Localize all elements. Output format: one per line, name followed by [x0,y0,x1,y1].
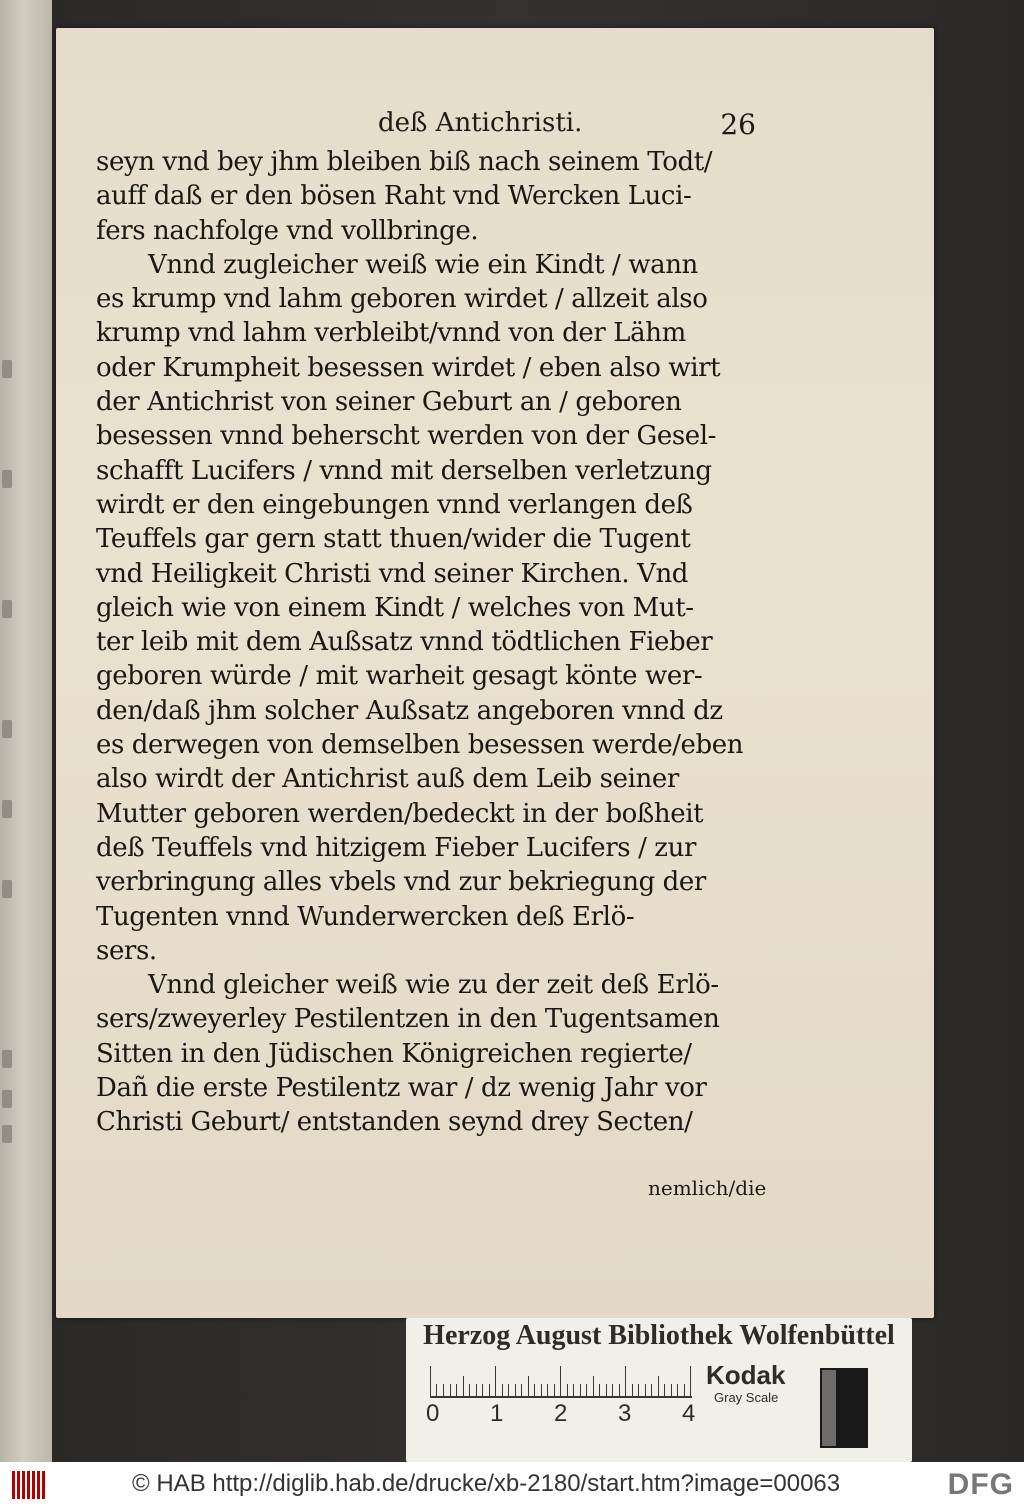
ruler-tick [606,1384,607,1396]
ruler-tick [450,1384,451,1396]
ruler-tick [645,1384,646,1396]
ruler-tick [502,1384,503,1396]
ruler-tick [567,1384,568,1396]
kodak-brand: Kodak [706,1360,786,1390]
running-head-title: deß Antichristi. [378,108,583,138]
ruler-tick [463,1376,464,1396]
text-line: besessen vnnd beherscht werden von der Gesel- [96,421,717,452]
ruler-tick [528,1376,529,1396]
ruler-tick [619,1384,620,1396]
text-line: den/daß jhm solcher Außsatz angeboren vnnd dz [96,695,723,726]
ruler-tick [476,1384,477,1396]
text-line: deß Teuffels vnd hitzigem Fieber Lucifers / zur [96,832,696,863]
ruler-tick [547,1384,548,1396]
ruler-tick [482,1384,483,1396]
text-line: fers nachfolge vnd vollbringe. [96,215,479,246]
text-line: es krump vnd lahm geboren wirdet / allzeit also [96,284,708,315]
ruler-tick [541,1384,542,1396]
text-line: ter leib mit dem Außsatz vnnd tödtlichen Fieber [96,627,713,658]
ruler-tick [677,1384,678,1396]
ruler-tick [534,1384,535,1396]
page-edge-mark [2,470,12,488]
text-line: Mutter geboren werden/bedeckt in der boßheit [96,798,704,829]
ruler-tick [625,1366,626,1396]
color-calibration-bar [406,1318,912,1462]
text-line: oder Krumpheit besessen wirdet / eben also wirt [96,352,721,383]
ruler-tick [436,1384,437,1396]
ruler-tick [456,1384,457,1396]
text-line: krump vnd lahm verbleibt/vnnd von der Lähm [96,318,686,349]
text-line: es derwegen von demselben besessen werde/eben [96,730,744,761]
page-edge-mark [2,1050,12,1068]
text-line: der Antichrist von seiner Geburt an / geboren [96,387,682,418]
page-edge-mark [2,600,12,618]
ruler-tick [515,1384,516,1396]
ruler-tick [664,1384,665,1396]
previous-page-edge [0,0,52,1462]
ruler-tick [521,1384,522,1396]
ruler-tick [671,1384,672,1396]
page-edge-mark [2,1090,12,1108]
text-line: geboren würde / mit warheit gesagt könte wer- [96,661,703,692]
gray-scale-label: Gray Scale [714,1390,779,1405]
ruler-tick [469,1384,470,1396]
running-head [146,108,786,142]
text-line: gleich wie von einem Kindt / welches von Mut- [96,592,694,623]
ruler-tick [430,1366,431,1396]
text-line: sers. [96,935,157,966]
gray-swatch-light [822,1370,836,1446]
ruler-tick [651,1384,652,1396]
ruler-number: 2 [554,1400,568,1427]
catchword: nemlich/die [648,1176,767,1200]
text-line: schafft Lucifers / vnnd mit derselben verletzung [96,455,712,486]
page-edge-mark [2,720,12,738]
ruler-tick [690,1366,691,1396]
library-name: Herzog August Bibliothek Wolfenbüttel [423,1320,895,1351]
book-page [56,28,934,1318]
text-line: sers/zweyerley Pestilentzen in den Tugentsamen [96,1004,720,1035]
ruler-tick [593,1376,594,1396]
ruler-tick [489,1384,490,1396]
ruler-number: 1 [490,1400,504,1427]
footer-bar [0,1462,1024,1508]
ruler-tick [599,1384,600,1396]
text-line: Christi Geburt/ entstanden seynd drey Secten/ [96,1107,693,1138]
text-line: Dañ die erste Pestilentz war / dz wenig Jahr vor [96,1073,707,1104]
page-edge-mark [2,880,12,898]
library-logo-icon [12,1471,46,1499]
ruler [430,1366,692,1398]
ruler-tick [495,1366,496,1396]
ruler-tick [658,1376,659,1396]
ruler-tick [580,1384,581,1396]
ruler-number: 4 [682,1400,696,1427]
ruler-number: 0 [426,1400,440,1427]
gray-swatch [820,1368,868,1448]
ruler-tick [638,1384,639,1396]
body-text [96,145,744,1140]
text-line: Teuffels gar gern statt thuen/wider die Tugent [96,524,691,555]
ruler-tick [573,1384,574,1396]
ruler-tick [612,1384,613,1396]
text-line: Vnnd zugleicher weiß wie ein Kindt / wann [148,249,698,280]
ruler-tick [684,1384,685,1396]
copyright-url[interactable]: © HAB http://diglib.hab.de/drucke/xb-2180/start.htm?image=00063 [132,1470,841,1497]
text-line: vnd Heiligkeit Christi vnd seiner Kirchen. Vnd [96,558,689,589]
text-line: seyn vnd bey jhm bleiben biß nach seinem Todt/ [96,147,713,177]
ruler-tick [560,1366,561,1396]
page-edge-mark [2,800,12,818]
page-edge-mark [2,360,12,378]
text-line: wirdt er den eingebungen vnnd verlangen deß [96,489,693,520]
text-line: Tugenten vnnd Wunderwercken deß Erlö- [96,901,635,932]
text-line: auff daß er den bösen Raht vnd Wercken Luci- [96,181,692,212]
ruler-tick [586,1384,587,1396]
ruler-number: 3 [618,1400,632,1427]
ruler-tick [554,1384,555,1396]
text-line: Sitten in den Jüdischen Königreichen regierte/ [96,1038,692,1069]
text-line: also wirdt der Antichrist auß dem Leib seiner [96,764,679,795]
text-line: verbringung alles vbels vnd zur bekriegung der [96,867,706,898]
ruler-tick [443,1384,444,1396]
page-number: 26 [720,108,756,141]
page-edge-mark [2,1125,12,1143]
ruler-tick [508,1384,509,1396]
dfg-logo: DFG [947,1468,1014,1501]
ruler-tick [632,1384,633,1396]
text-line: Vnnd gleicher weiß wie zu der zeit deß Erlö- [148,970,719,1001]
